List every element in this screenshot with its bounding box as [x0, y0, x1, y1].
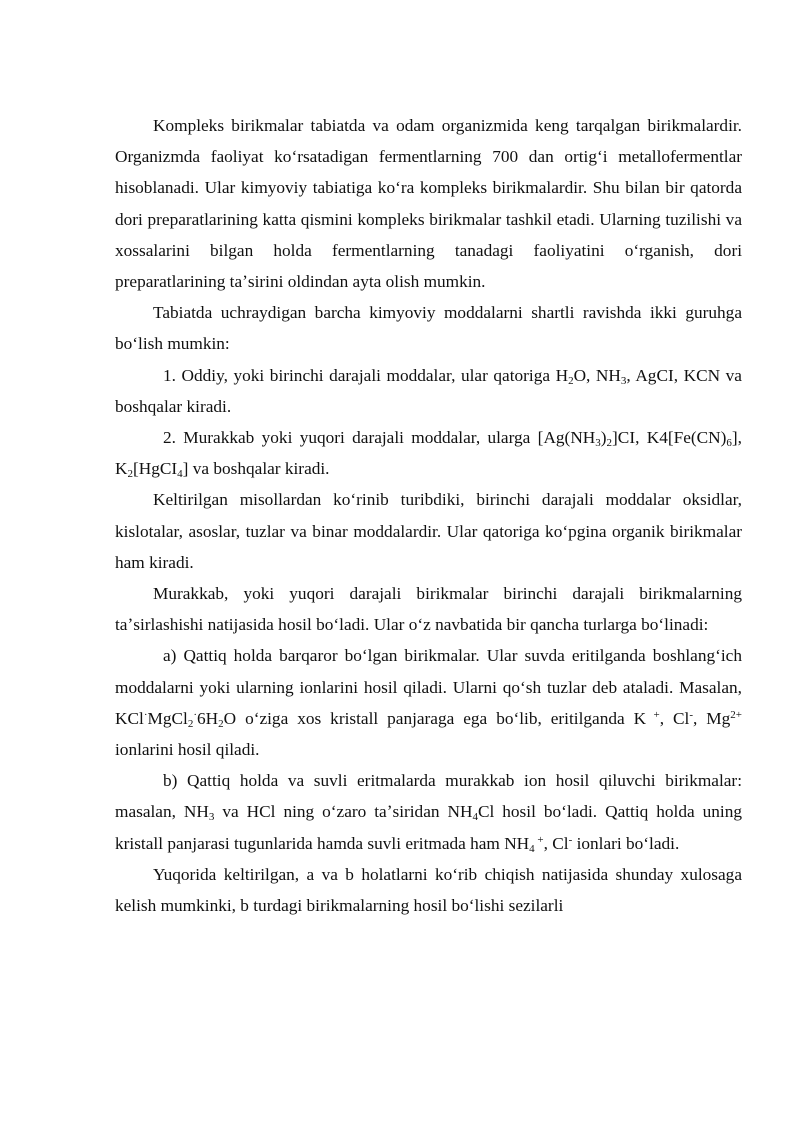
- text-run: , Cl: [543, 833, 569, 853]
- superscript: -: [568, 833, 573, 846]
- text-run: va HCl ning oʻzaro taʼsiridan NH: [214, 802, 473, 822]
- text-run: Qattiq holda barqaror boʻlgan birikmalar. Ular suvda eritilganda boshlangʻich moddalarni yoki ularning ionlarini hosil qiladi. Ularni qoʻsh tuzlar deb ataladi. Masalan, KCl: [115, 646, 742, 728]
- subscript: 3: [208, 811, 215, 824]
- subscript: 4: [472, 811, 478, 824]
- subscript: 4: [177, 468, 183, 481]
- text-run: ], K: [115, 428, 742, 479]
- subscript: 4: [529, 842, 535, 855]
- text-run: MgCl: [147, 708, 188, 728]
- text-run: ionlarini hosil qiladi.: [115, 740, 260, 760]
- subscript: 6: [726, 437, 732, 450]
- superscript: -: [689, 708, 693, 721]
- superscript: +: [646, 708, 660, 721]
- text-run: ] va boshqalar kiradi.: [182, 459, 330, 479]
- list-marker: a): [163, 646, 177, 666]
- paragraph-conclusion: Yuqorida keltirilgan, a va b holatlarni koʻrib chiqish natijasida shunday xulosaga kelish mumkinki, b turdagi birikmalarning hosil boʻlishi sezilarli: [115, 864, 742, 916]
- text-run: Cl hosil boʻladi. Qattiq holda uning kristall panjarasi tugunlarida hamda suvli eritmada ham NH: [115, 802, 742, 853]
- subscript: 2: [568, 374, 574, 387]
- subscript: 2: [606, 437, 613, 450]
- text-run: , Mg: [692, 708, 731, 728]
- subscript: 3: [620, 374, 627, 387]
- text-run: , Cl: [659, 708, 690, 728]
- list-marker: 1.: [163, 365, 176, 385]
- text-run: 6H: [197, 708, 219, 728]
- list-item-double-salts: [115, 640, 742, 765]
- paragraph-intro: Kompleks birikmalar tabiatda va odam organizmida keng tarqalgan birikmalardir. Organizmda faoliyat koʻrsatadigan fermentlarning 700 dan ortigʻi metallofermentlar hisoblanadi. Ular kimyoviy tabiatiga koʻra kompleks birikmalardir. Shu bilan bir qatorda dori preparatlarining katta qismini kompleks birikmalar tashkil etadi. Ularning tuzilishi va xossalarini bilgan holda fermentlarning tanadagi faoliyatini oʻrganish, dori preparatlarining taʼsirini oldindan ayta olish mumkin.: [115, 116, 742, 292]
- subscript: 3: [595, 437, 601, 450]
- subscript: 2: [127, 468, 133, 481]
- text-run: Qattiq holda va suvli eritmalarda murakkab ion hosil qiluvchi birikmalar: masalan, NH: [115, 771, 742, 822]
- subscript: 2: [187, 717, 194, 730]
- paragraph-first-order: Keltirilgan misollardan koʻrinib turibdiki, birinchi darajali moddalar oksidlar, kislotalar, asoslar, tuzlar va binar moddalardir. Ular qatoriga koʻpgina organik birikmalar ham kiradi.: [115, 490, 742, 572]
- text-run: Murakkab yoki yuqori darajali moddalar, ularga [Ag(NH: [183, 428, 596, 448]
- text-run: [HgCI: [132, 459, 178, 479]
- list-marker: 2.: [163, 428, 176, 448]
- text-run: ): [600, 428, 607, 448]
- list-item-complex-substances: [115, 422, 742, 484]
- list-item-complex-ion: [115, 765, 742, 859]
- text-run: Oddiy, yoki birinchi darajali moddalar, ular qatoriga H: [181, 365, 569, 385]
- paragraph-classification: Tabiatda uchraydigan barcha kimyoviy moddalarni shartli ravishda ikki guruhga boʻlish mumkin:: [115, 303, 742, 354]
- superscript: +: [534, 833, 544, 846]
- text-run: O, NH: [573, 365, 621, 385]
- paragraph-higher-order: Murakkab, yoki yuqori darajali birikmalar birinchi darajali birikmalarning taʼsirlashishi natijasida hosil boʻladi. Ular oʻz navbatida bir qancha turlarga boʻlinadi:: [115, 584, 742, 635]
- text-run: O oʻziga xos kristall panjaraga ega boʻlib, eritilganda K: [223, 708, 647, 728]
- text-run: ionlari boʻladi.: [572, 833, 680, 853]
- superscript: ·: [143, 708, 148, 721]
- text-run: , AgCI, KCN va boshqalar kiradi.: [115, 365, 742, 416]
- superscript: 2+: [730, 708, 742, 721]
- superscript: ·: [193, 708, 197, 721]
- subscript: 2: [218, 717, 224, 730]
- text-run: ]CI, K4[Fe(CN): [612, 428, 727, 448]
- list-item-simple-substances: [115, 360, 742, 422]
- list-marker: b): [163, 771, 178, 791]
